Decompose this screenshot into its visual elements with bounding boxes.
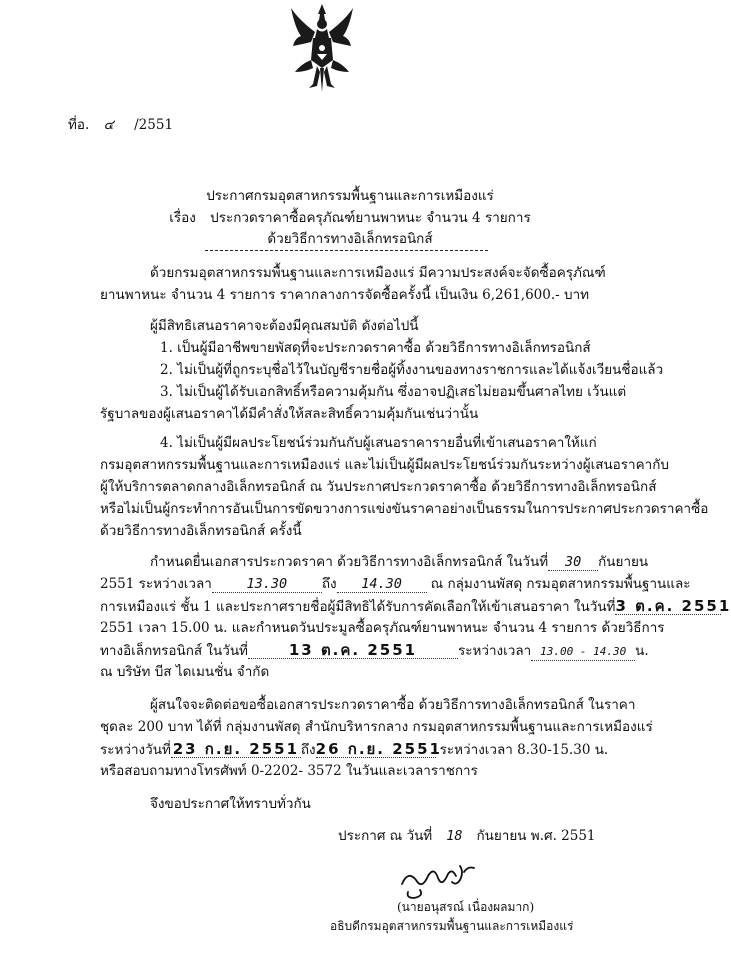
schedule-line-2 xyxy=(100,576,691,593)
contact-line-1: ผู้สนใจจะติดต่อขอซื้อเอกสารประกวดราคาซื้อ ด้วยวิธีการทางอิเล็กทรอนิกส์ ในราคา xyxy=(150,697,636,713)
shortlist-date: 3 ต.ค. 2551 xyxy=(615,597,731,615)
contact-date-to: 26 ก.ย. 2551 xyxy=(315,740,442,758)
qualification-item-1: 1. เป็นผู้มีอาชีพขายพัสดุที่จะประกวดราคาซื้อ ด้วยวิธีการทางอิเล็กทรอนิกส์ xyxy=(160,340,591,356)
submission-time-mid: ถึง xyxy=(321,576,337,592)
auction-time-label: ระหว่างเวลา xyxy=(457,643,532,659)
shortlist-text: การเหมืองแร่ ชั้น 1 และประกาศรายชื่อผู้มีสิทธิได้รับการคัดเลือกให้เข้าเสนอราคา ในวันที่ xyxy=(100,599,616,615)
contact-line-4: หรือสอบถามทางโทรศัพท์ 0-2202- 3572 ในวันและเวลาราชการ xyxy=(100,763,478,779)
submission-month: กันยายน xyxy=(598,554,649,570)
announce-date xyxy=(338,828,596,844)
qualification-item-4-cont-1: กรมอุตสาหกรรมพื้นฐานและการเหมืองแร่ และไม่เป็นผู้มีผลประโยชน์ร่วมกันระหว่างผู้เสนอราคากับ xyxy=(100,457,669,473)
submission-text: กำหนดยื่นเอกสารประกวดราคา ด้วยวิธีการทางอิเล็กทรอนิกส์ ในวันที่ xyxy=(150,554,549,570)
schedule-line-3 xyxy=(100,597,731,615)
intro-line-1: ด้วยกรมอุตสาหกรรมพื้นฐานและการเหมืองแร่ มีความประสงค์จะจัดซื้อครุภัณฑ์ xyxy=(150,265,606,281)
auction-date-label: ทางอิเล็กทรอนิกส์ ในวันที่ xyxy=(100,643,248,659)
qualification-item-4: 4. ไม่เป็นผู้มีผลประโยชน์ร่วมกันกับผู้เสนอราคารายอื่นที่เข้าเสนอราคาให้แก่ xyxy=(160,435,597,451)
schedule-line-6: ณ บริษัท บีส ไดเมนชั่น จำกัด xyxy=(100,664,270,680)
contact-date-label: ระหว่างวันที่ xyxy=(100,742,171,758)
qualification-item-2: 2. ไม่เป็นผู้ที่ถูกระบุชื่อไว้ในบัญชีรายชื่อผู้ทิ้งงานของทางราชการและได้แจ้งเวียนชื่อแล้ว xyxy=(160,362,664,378)
submission-time-to: 14.30 xyxy=(337,576,427,593)
announcement-title: ประกาศกรมอุตสาหกรรมพื้นฐานและการเหมืองแร่ xyxy=(206,188,494,204)
doc-number-suffix: /2551 xyxy=(134,117,174,133)
subject-text: ประกวดราคาซื้อครุภัณฑ์ยานพาหนะ จำนวน 4 รายการ xyxy=(210,210,531,226)
garuda-emblem-icon xyxy=(287,2,357,94)
schedule-line-1 xyxy=(150,554,648,571)
auction-time: 13.00 - 14.30 xyxy=(531,644,635,661)
submission-place: ณ กลุ่มงานพัสดุ กรมอุตสาหกรรมพื้นฐานและ xyxy=(430,576,691,592)
submission-time-label: 2551 ระหว่างเวลา xyxy=(100,576,212,592)
announcement-subject xyxy=(0,210,700,226)
qualifications-heading: ผู้มีสิทธิเสนอราคาจะต้องมีคุณสมบัติ ดังต่อไปนี้ xyxy=(150,318,419,334)
contact-line-2: ชุดละ 200 บาท ได้ที่ กลุ่มงานพัสดุ สำนักบริหารกลาง กรมอุตสาหกรรมพื้นฐานและการเหมืองแร่ xyxy=(100,719,653,735)
closing-announce: จึงขอประกาศให้ทราบทั่วกัน xyxy=(150,796,311,812)
schedule-line-5 xyxy=(100,642,649,661)
signature-mark xyxy=(398,852,482,902)
signatory-title: อธิบดีกรมอุตสาหกรรมพื้นฐานและการเหมืองแร่ xyxy=(330,919,574,933)
announcement-method: ด้วยวิธีการทางอิเล็กทรอนิกส์ xyxy=(267,231,433,247)
subject-label: เรื่อง xyxy=(169,210,196,226)
schedule-line-4: 2551 เวลา 15.00 น. และกำหนดวันประมูลซื้อครุภัณฑ์ยานพาหนะ จำนวน 4 รายการ ด้วยวิธีการ xyxy=(100,620,665,636)
contact-hours: ระหว่างเวลา 8.30-15.30 น. xyxy=(439,742,609,758)
qualification-item-4-cont-2: ผู้ให้บริการตลาดกลางอิเล็กทรอนิกส์ ณ วันประกาศประกวดราคาซื้อ ด้วยวิธีการทางอิเล็กทรอนิกส์ xyxy=(100,479,657,495)
contact-date-from: 23 ก.ย. 2551 xyxy=(172,740,300,758)
qualification-item-3-cont: รัฐบาลของผู้เสนอราคาได้มีคำสั่งให้สละสิทธิ์ความคุ้มกันเช่นว่านั้น xyxy=(100,406,479,422)
qualification-item-4-cont-4: ด้วยวิธีการทางอิเล็กทรอนิกส์ ครั้งนี้ xyxy=(100,523,302,539)
announce-date-label: ประกาศ ณ วันที่ xyxy=(338,828,433,844)
doc-number-handwritten: ๔ xyxy=(103,117,114,133)
announce-month-year: กันยายน พ.ศ. 2551 xyxy=(476,828,596,844)
submission-day: 30 xyxy=(548,554,598,571)
auction-date: 13 ต.ค. 2551 xyxy=(248,642,458,659)
submission-time-from: 13.30 xyxy=(212,576,322,593)
contact-date-mid: ถึง xyxy=(300,742,316,758)
intro-line-2: ยานพาหนะ จำนวน 4 รายการ ราคากลางการจัดซื้อครั้งนี้ เป็นเงิน 6,261,600.- บาท xyxy=(100,287,590,303)
contact-line-3 xyxy=(100,741,608,758)
doc-number-label: ที่อ. xyxy=(68,117,90,133)
auction-time-unit: น. xyxy=(635,643,649,659)
divider xyxy=(205,250,488,251)
announce-day: 18 xyxy=(446,828,463,844)
doc-number xyxy=(68,117,173,133)
qualification-item-3: 3. ไม่เป็นผู้ได้รับเอกสิทธิ์หรือความคุ้มกัน ซึ่งอาจปฏิเสธไม่ยอมขึ้นศาลไทย เว้นแต่ xyxy=(160,384,627,400)
qualification-item-4-cont-3: หรือไม่เป็นผู้กระทำการอันเป็นการขัดขวางการแข่งขันราคาอย่างเป็นธรรมในการประกาศประกวดราคาซื้อ xyxy=(100,501,709,517)
signatory-name: (นายอนุสรณ์ เนื่องผลมาก) xyxy=(397,900,535,914)
